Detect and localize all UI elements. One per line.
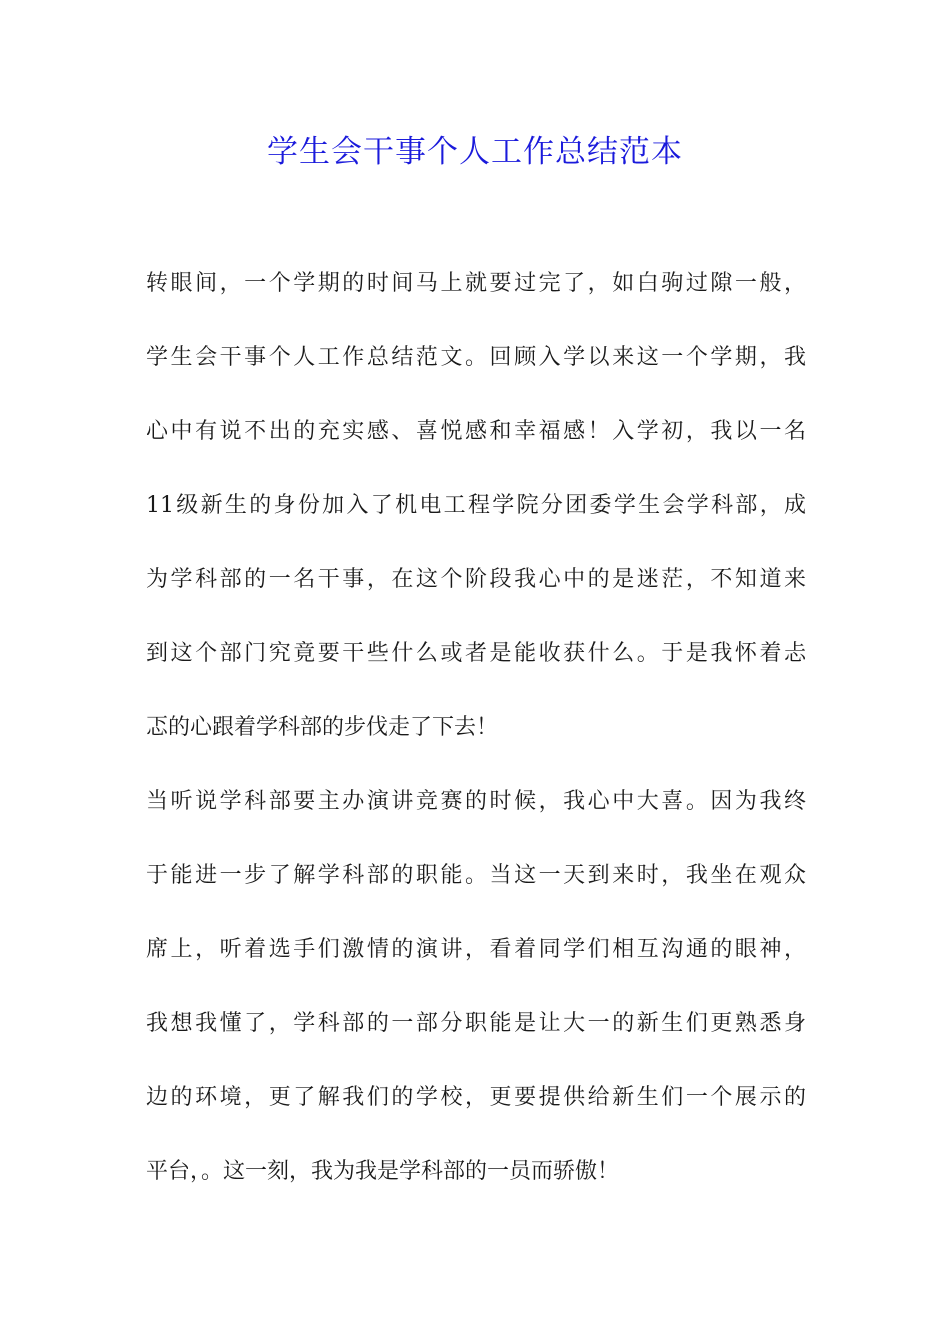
- text-line: 忑的心跟着学科部的步伐走了下去！: [146, 715, 499, 740]
- document-title: 学生会干事个人工作总结范本: [267, 134, 683, 170]
- text-line: 席上，听着选手们激情的演讲，看着同学们相互沟通的眼神，: [146, 937, 806, 962]
- text-line: 转眼间，一个学期的时间马上就要过完了，如白驹过隙一般，: [146, 271, 806, 296]
- text-line: 为学科部的一名干事，在这个阶段我心中的是迷茫，不知道来: [146, 567, 806, 592]
- paragraph-2: [146, 778, 806, 1222]
- text-line: 学生会干事个人工作总结范文。回顾入学以来这一个学期，我: [146, 345, 806, 370]
- text-line: 于能进一步了解学科部的职能。当这一天到来时，我坐在观众: [146, 863, 806, 888]
- text-line: 边的环境，更了解我们的学校，更要提供给新生们一个展示的: [146, 1085, 806, 1110]
- text-line: 我想我懂了，学科部的一部分职能是让大一的新生们更熟悉身: [146, 1011, 806, 1036]
- text-line: 心中有说不出的充实感、喜悦感和幸福感！入学初，我以一名: [146, 419, 806, 444]
- text-line: 平台，。这一刻，我为我是学科部的一员而骄傲！: [146, 1159, 620, 1184]
- document-body: [146, 260, 806, 1222]
- text-line: 11级新生的身份加入了机电工程学院分团委学生会学科部，成: [146, 493, 806, 518]
- text-line: 到这个部门究竟要干些什么或者是能收获什么。于是我怀着忐: [146, 641, 806, 666]
- paragraph-1: [146, 260, 806, 778]
- text-line: 当听说学科部要主办演讲竞赛的时候，我心中大喜。因为我终: [146, 789, 806, 814]
